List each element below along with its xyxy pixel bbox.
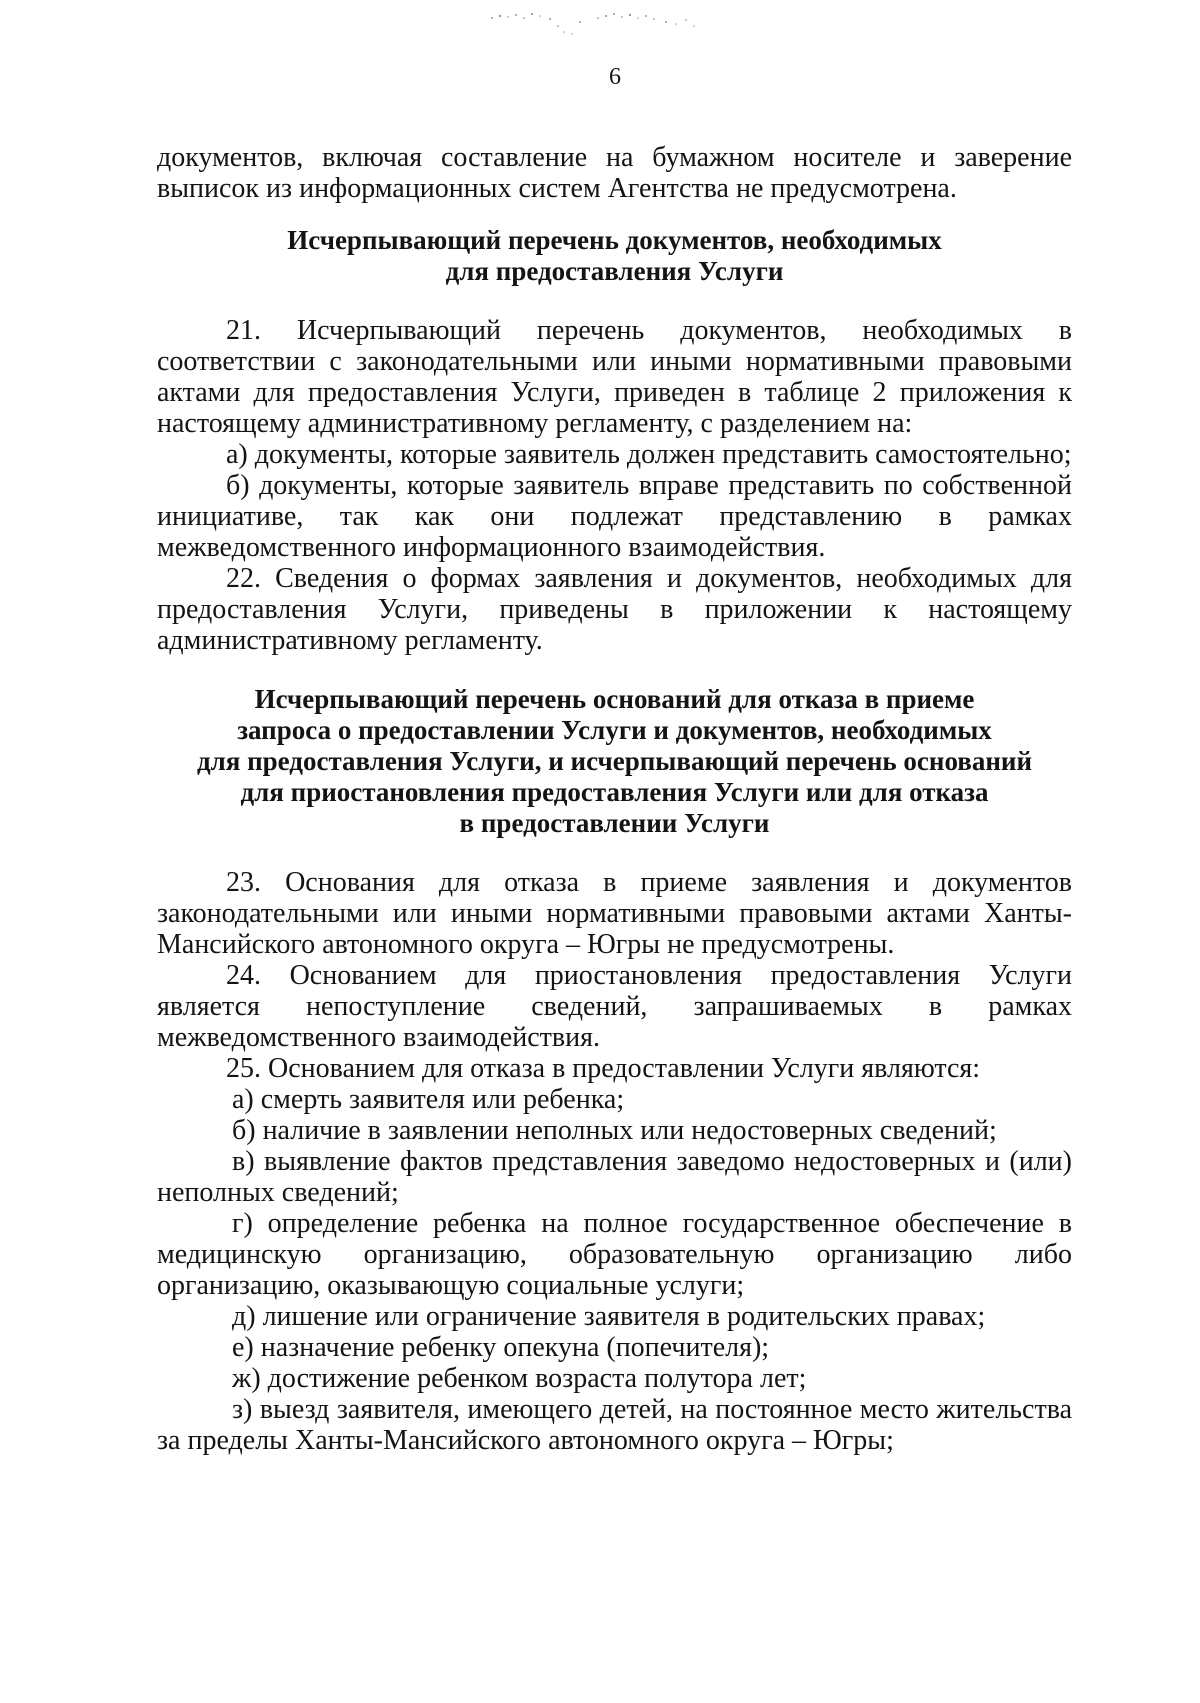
heading-line: для предоставления Услуги <box>445 256 784 286</box>
paragraph-24: 24. Основанием для приостановления предоставления Услуги является непоступление сведений, запрашиваемых в рамках межведомственного взаимодействия. <box>157 960 1072 1053</box>
heading-line: для предоставления Услуги, и исчерпывающий перечень оснований <box>196 746 1033 776</box>
subitem-25e: е) назначение ребенку опекуна (попечителя); <box>232 1332 770 1363</box>
section-heading-documents <box>157 225 1072 287</box>
subitem-25zh: ж) достижение ребенком возраста полутора лет; <box>232 1363 807 1394</box>
page-number: 6 <box>609 64 621 90</box>
heading-line: Исчерпывающий перечень документов, необходимых <box>287 225 942 255</box>
subitem-25g: г) определение ребенка на полное государственное обеспечение в медицинскую организацию, образовательную организацию либо организацию, оказывающую социальные услуги; <box>157 1208 1072 1301</box>
heading-line: запроса о предоставлении Услуги и документов, необходимых <box>237 715 992 745</box>
subitem-21a: а) документы, которые заявитель должен представить самостоятельно; <box>226 439 1072 470</box>
document-body <box>157 142 1072 1456</box>
subitem-25z: з) выезд заявителя, имеющего детей, на постоянное место жительства за пределы Ханты-Мансийского автономного округа – Югры; <box>157 1394 1072 1456</box>
subitem-25a: а) смерть заявителя или ребенка; <box>232 1084 625 1115</box>
paragraph-25: 25. Основанием для отказа в предоставлении Услуги являются: <box>226 1053 981 1084</box>
heading-line: для приостановления предоставления Услуги или для отказа <box>240 777 989 807</box>
subitem-25d: д) лишение или ограничение заявителя в родительских правах; <box>232 1301 986 1332</box>
subitem-25b: б) наличие в заявлении неполных или недостоверных сведений; <box>232 1115 997 1146</box>
scan-artifact <box>480 4 760 44</box>
paragraph-22: 22. Сведения о формах заявления и документов, необходимых для предоставления Услуги, приведены в приложении к настоящему административному регламенту. <box>157 563 1072 656</box>
subitem-25v: в) выявление фактов представления заведомо недостоверных и (или) неполных сведений; <box>157 1146 1072 1208</box>
paragraph-23: 23. Основания для отказа в приеме заявления и документов законодательными или иными нормативными правовыми актами Ханты-Мансийского автономного округа – Югры не предусмотрены. <box>157 867 1072 960</box>
heading-line: Исчерпывающий перечень оснований для отказа в приеме <box>254 684 975 714</box>
heading-line: в предоставлении Услуги <box>459 808 770 838</box>
paragraph-21: 21. Исчерпывающий перечень документов, необходимых в соответствии с законодательными или иными нормативными правовыми актами для предоставления Услуги, приведен в таблице 2 приложения к настоящему административному регламенту, с разделением на: <box>157 315 1072 439</box>
section-heading-refusal-grounds <box>157 684 1072 839</box>
subitem-21b: б) документы, которые заявитель вправе представить по собственной инициативе, так как они подлежат представлению в рамках межведомственного информационного взаимодействия. <box>157 470 1072 563</box>
opening-paragraph: документов, включая составление на бумажном носителе и заверение выписок из информационных систем Агентства не предусмотрена. <box>157 142 1072 204</box>
